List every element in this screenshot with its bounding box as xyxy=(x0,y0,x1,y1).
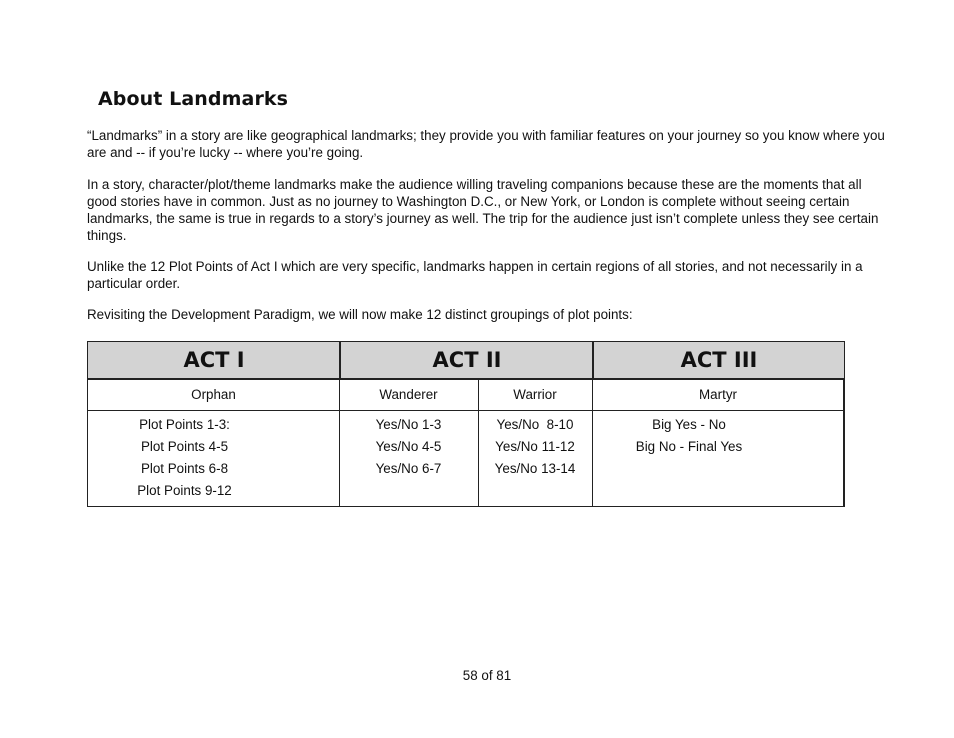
paragraph-audience-landmarks: In a story, character/plot/theme landmarks make the audience willing traveling companions because these are the moments that all good stories have in common. Just as no journey to Washington D.C., or New York, or London is complete without seeing certain landmarks, the same is true in regards to a story’s journey as well. The trip for the audience just isn’t complete unless they see certain things. xyxy=(87,177,879,243)
list-item: Plot Points 1-3: xyxy=(139,417,230,432)
list-item: Yes/No 11-12 xyxy=(495,439,575,454)
archetype-wanderer: Wanderer xyxy=(379,387,438,402)
list-item: Yes/No 1-3 xyxy=(375,417,442,432)
archetype-martyr: Martyr xyxy=(699,387,737,402)
paragraph-development-paradigm: Revisiting the Development Paradigm, we will now make 12 distinct groupings of plot points: xyxy=(87,307,633,322)
acts-table xyxy=(87,341,845,507)
list-item: Big Yes - No xyxy=(652,417,726,432)
header-act-1: ACT I xyxy=(88,342,340,380)
wanderer-points-cell xyxy=(339,414,478,480)
divider-archetype-row xyxy=(88,410,843,411)
list-item: Plot Points 9-12 xyxy=(137,483,232,498)
list-item: Big No - Final Yes xyxy=(635,439,743,454)
warrior-points-cell xyxy=(478,414,592,480)
martyr-points-cell xyxy=(592,414,786,458)
list-item: Plot Points 6-8 xyxy=(140,461,229,476)
page-heading: About Landmarks xyxy=(98,88,289,110)
act1-plot-points-cell xyxy=(88,414,281,502)
list-item: Yes/No 13-14 xyxy=(494,461,576,476)
header-act-3: ACT III xyxy=(593,342,844,380)
archetype-warrior: Warrior xyxy=(513,387,557,402)
list-item: Yes/No 4-5 xyxy=(375,439,442,454)
list-item: Yes/No 6-7 xyxy=(375,461,442,476)
list-item: Plot Points 4-5 xyxy=(140,439,229,454)
page-number: 58 of 81 xyxy=(462,668,512,683)
list-item: Yes/No 8-10 xyxy=(496,417,574,432)
archetype-orphan: Orphan xyxy=(191,387,236,402)
paragraph-landmarks-intro: “Landmarks” in a story are like geographical landmarks; they provide you with familiar features on your journey so you know where you are and -- if you’re lucky -- where you’re going. xyxy=(87,128,885,160)
header-act-2: ACT II xyxy=(340,342,593,380)
paragraph-plot-points-regions: Unlike the 12 Plot Points of Act I which are very specific, landmarks happen in certain regions of all stories, and not necessarily in a particular order. xyxy=(87,259,863,291)
